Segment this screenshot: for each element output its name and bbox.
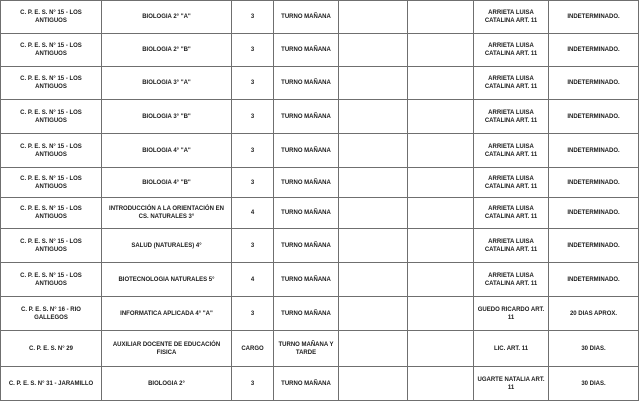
empty-cell [339,134,408,168]
duration-cell: INDETERMINADO. [549,1,639,34]
empty-cell [408,198,474,229]
duration-cell: INDETERMINADO. [549,168,639,198]
teacher-cell: ARRIETA LUISA CATALINA ART. 11 [474,229,549,263]
duration-cell: INDETERMINADO. [549,229,639,263]
duration-cell: INDETERMINADO. [549,198,639,229]
duration-cell: INDETERMINADO. [549,67,639,100]
teacher-cell: ARRIETA LUISA CATALINA ART. 11 [474,34,549,67]
subject-cell: INFORMATICA APLICADA 4° "A" [102,297,232,331]
empty-cell [408,67,474,100]
duration-cell: 20 DIAS APROX. [549,297,639,331]
table-row [1,67,639,100]
empty-cell [408,297,474,331]
empty-cell [339,297,408,331]
table-row [1,331,639,367]
empty-cell [339,367,408,401]
table-row [1,100,639,134]
table-row [1,168,639,198]
school-cell: C. P. E. S. N° 15 - LOS ANTIGUOS [1,100,102,134]
hours-cell: 3 [232,229,274,263]
table-row [1,1,639,34]
hours-cell: 3 [232,100,274,134]
table-row [1,229,639,263]
empty-cell [408,34,474,67]
duration-cell: INDETERMINADO. [549,100,639,134]
school-cell: C. P. E. S. N° 15 - LOS ANTIGUOS [1,263,102,297]
subject-cell: SALUD (NATURALES) 4° [102,229,232,263]
empty-cell [408,134,474,168]
table-row [1,198,639,229]
school-cell: C. P. E. S. N° 15 - LOS ANTIGUOS [1,67,102,100]
shift-cell: TURNO MAÑANA [274,168,339,198]
duration-cell: INDETERMINADO. [549,34,639,67]
shift-cell: TURNO MAÑANA [274,34,339,67]
shift-cell: TURNO MAÑANA [274,198,339,229]
teacher-cell: ARRIETA LUISA CATALINA ART. 11 [474,168,549,198]
school-cell: C. P. E. S. N° 15 - LOS ANTIGUOS [1,198,102,229]
hours-cell: 3 [232,168,274,198]
hours-cell: 3 [232,134,274,168]
hours-cell: 4 [232,263,274,297]
teacher-cell: ARRIETA LUISA CATALINA ART. 11 [474,1,549,34]
hours-cell: 3 [232,367,274,401]
shift-cell: TURNO MAÑANA [274,263,339,297]
empty-cell [408,367,474,401]
school-cell: C. P. E. S. N° 15 - LOS ANTIGUOS [1,229,102,263]
subject-cell: BIOLOGIA 4° "A" [102,134,232,168]
table-row [1,297,639,331]
empty-cell [408,331,474,367]
subject-cell: BIOLOGIA 2° "A" [102,1,232,34]
subject-cell: BIOLOGIA 3° "B" [102,100,232,134]
subject-cell: BIOTECNOLOGIA NATURALES 5° [102,263,232,297]
empty-cell [339,100,408,134]
empty-cell [408,1,474,34]
hours-cell: 4 [232,198,274,229]
duration-cell: INDETERMINADO. [549,263,639,297]
duration-cell: 30 DIAS. [549,367,639,401]
empty-cell [408,100,474,134]
teacher-cell: UGARTE NATALIA ART. 11 [474,367,549,401]
subject-cell: BIOLOGIA 2° [102,367,232,401]
hours-cell: 3 [232,1,274,34]
school-cell: C. P. E. S. N° 15 - LOS ANTIGUOS [1,134,102,168]
subject-cell: BIOLOGIA 4° "B" [102,168,232,198]
school-cell: C. P. E. S. N° 29 [1,331,102,367]
shift-cell: TURNO MAÑANA [274,67,339,100]
empty-cell [339,198,408,229]
teacher-cell: ARRIETA LUISA CATALINA ART. 11 [474,263,549,297]
subject-cell: BIOLOGIA 3° "A" [102,67,232,100]
school-cell: C. P. E. S. N° 15 - LOS ANTIGUOS [1,168,102,198]
table-row [1,367,639,401]
empty-cell [339,168,408,198]
hours-cell: 3 [232,297,274,331]
empty-cell [339,67,408,100]
table-row [1,134,639,168]
empty-cell [339,34,408,67]
empty-cell [408,168,474,198]
shift-cell: TURNO MAÑANA [274,229,339,263]
teacher-cell: ARRIETA LUISA CATALINA ART. 11 [474,134,549,168]
table-row [1,34,639,67]
shift-cell: TURNO MAÑANA [274,100,339,134]
subject-cell: INTRODUCCIÓN A LA ORIENTACIÓN EN CS. NATURALES 3° [102,198,232,229]
school-cell: C. P. E. S. N° 31 - JARAMILLO [1,367,102,401]
teacher-cell: ARRIETA LUISA CATALINA ART. 11 [474,100,549,134]
empty-cell [408,263,474,297]
empty-cell [339,1,408,34]
shift-cell: TURNO MAÑANA [274,1,339,34]
shift-cell: TURNO MAÑANA [274,367,339,401]
duration-cell: INDETERMINADO. [549,134,639,168]
teacher-cell: ARRIETA LUISA CATALINA ART. 11 [474,67,549,100]
teacher-cell: LIC. ART. 11 [474,331,549,367]
hours-cell: 3 [232,34,274,67]
shift-cell: TURNO MAÑANA [274,134,339,168]
teacher-cell: GUEDO RICARDO ART. 11 [474,297,549,331]
hours-cell: 3 [232,67,274,100]
empty-cell [339,229,408,263]
school-cell: C. P. E. S. N° 15 - LOS ANTIGUOS [1,1,102,34]
teacher-cell: ARRIETA LUISA CATALINA ART. 11 [474,198,549,229]
empty-cell [408,229,474,263]
empty-cell [339,331,408,367]
shift-cell: TURNO MAÑANA [274,297,339,331]
subject-cell: BIOLOGIA 2° "B" [102,34,232,67]
duration-cell: 30 DIAS. [549,331,639,367]
school-cell: C. P. E. S. N° 15 - LOS ANTIGUOS [1,34,102,67]
subject-cell: AUXILIAR DOCENTE DE EDUCACIÓN FISICA [102,331,232,367]
shift-cell: TURNO MAÑANA Y TARDE [274,331,339,367]
table-row [1,263,639,297]
empty-cell [339,263,408,297]
school-cell: C. P. E. S. N° 16 - RIO GALLEGOS [1,297,102,331]
hours-cell: CARGO [232,331,274,367]
